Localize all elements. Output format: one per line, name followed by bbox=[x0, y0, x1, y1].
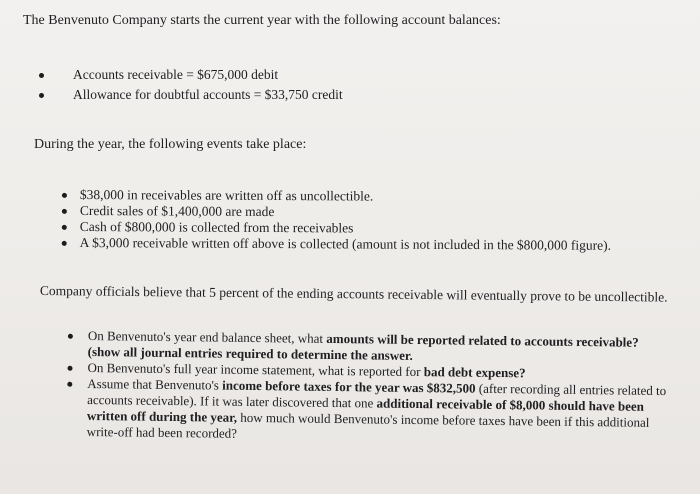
bullet-icon bbox=[62, 209, 67, 214]
event-credit-sales: Credit sales of $1,400,000 are made bbox=[79, 202, 275, 220]
balance-accounts-receivable: Accounts receivable = $675,000 debit bbox=[73, 67, 279, 82]
list-item bbox=[73, 66, 343, 83]
event-writeoff: $38,000 in receivables are written off as uncollectible. bbox=[79, 187, 374, 204]
bullet-icon bbox=[62, 241, 67, 246]
bullet-icon bbox=[62, 193, 67, 198]
question-item bbox=[87, 376, 668, 447]
bullet-icon bbox=[67, 366, 72, 371]
question-3-bold-a: income before taxes for the year was $832,500 bbox=[222, 377, 476, 396]
bullet-icon bbox=[68, 334, 73, 339]
intro-text: The Benvenuto Company starts the current year with the following account balances: bbox=[23, 13, 501, 28]
question-3-text-a: Assume that Benvenuto's bbox=[87, 375, 223, 393]
during-text: During the year, the following events take place: bbox=[34, 137, 307, 152]
bullet-icon bbox=[67, 382, 72, 387]
question-3-bold-b: additional receivable of $8,000 should have been written off during the year, bbox=[86, 395, 645, 425]
question-1-text: On Benvenuto's year end balance sheet, what bbox=[87, 328, 327, 346]
event-recovery: A $3,000 receivable written off above is collected (amount is not included in the $800,000 figure). bbox=[79, 234, 612, 253]
questions-list bbox=[87, 328, 668, 447]
bullet-icon bbox=[62, 225, 67, 230]
balances-list bbox=[73, 66, 343, 106]
officials-text: Company officials believe that 5 percent of the ending accounts receivable will eventually prove to be uncollectible. bbox=[39, 283, 668, 305]
list-item bbox=[73, 86, 343, 103]
balance-allowance: Allowance for doubtful accounts = $33,750 credit bbox=[73, 87, 343, 102]
events-list bbox=[80, 187, 612, 254]
event-cash-collected: Cash of $800,000 is collected from the receivables bbox=[79, 218, 354, 236]
question-3-text-c: how much would Benvenuto's income before taxes have been if this additional write-off had been recorded? bbox=[86, 409, 650, 441]
question-2-text: On Benvenuto's full year income statement, what is reported for bbox=[87, 359, 424, 380]
question-3-text-b: (after recording all entries related to accounts receivable). If it was later discovered that one bbox=[87, 380, 667, 411]
question-1-bold: amounts will be reported related to accounts receivable? (show all journal entries required to determine the answer. bbox=[87, 330, 639, 363]
list-item bbox=[80, 235, 611, 254]
bullet-icon bbox=[39, 93, 44, 98]
question-2-bold: bad debt expense? bbox=[423, 364, 526, 381]
bullet-icon bbox=[39, 73, 44, 78]
